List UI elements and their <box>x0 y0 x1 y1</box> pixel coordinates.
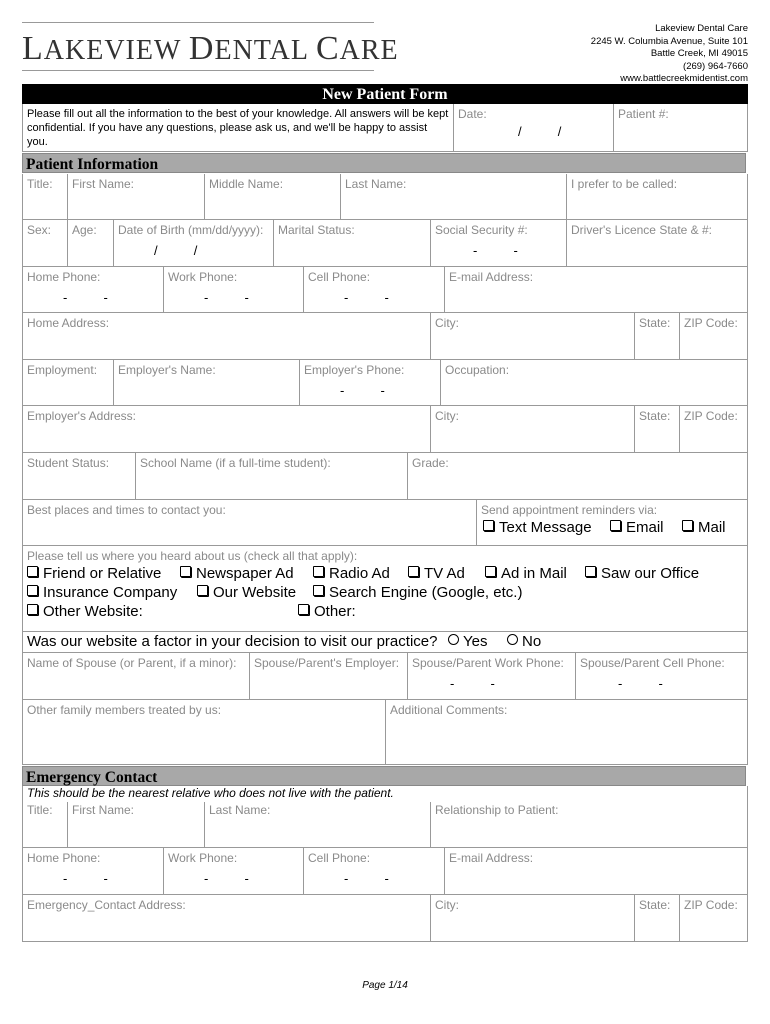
section-patient-information: Patient Information <box>22 153 746 173</box>
sex-field[interactable]: Sex: <box>27 223 52 237</box>
heard-newspaper-option[interactable]: Newspaper Ad <box>180 565 294 582</box>
intro-row <box>22 104 748 152</box>
checkbox-icon <box>682 520 693 531</box>
section-emergency-contact: Emergency Contact <box>22 766 746 786</box>
heard-friend-option[interactable]: Friend or Relative <box>27 565 161 582</box>
family-members-field[interactable]: Other family members treated by us: <box>27 703 222 717</box>
radio-icon <box>507 634 518 645</box>
marital-status-field[interactable]: Marital Status: <box>273 220 430 266</box>
family-comments-row <box>22 700 748 765</box>
title-field[interactable]: Title: <box>27 177 53 191</box>
preferred-name-field[interactable]: I prefer to be called: <box>566 174 747 219</box>
heard-office-option[interactable]: Saw our Office <box>585 565 699 582</box>
emergency-note-row <box>22 786 748 802</box>
reminder-email-option[interactable]: Email <box>610 519 664 536</box>
referral-source-label: Please tell us where you heard about us (check all that apply): <box>27 549 358 563</box>
dob-separators: / / <box>154 243 198 258</box>
heard-radio-option[interactable]: Radio Ad <box>313 565 390 582</box>
phone-row <box>22 267 748 313</box>
heard-mail-option[interactable]: Ad in Mail <box>485 565 567 582</box>
contact-preferences-row <box>22 500 748 546</box>
middle-name-field[interactable]: Middle Name: <box>204 174 340 219</box>
relationship-field[interactable]: Relationship to Patient: <box>430 802 747 847</box>
checkbox-icon <box>27 585 38 596</box>
ssn-field[interactable]: Social Security #: - - <box>430 220 566 266</box>
website-question-row <box>22 632 748 653</box>
spouse-work-phone-field[interactable]: Spouse/Parent Work Phone: - - <box>407 653 575 699</box>
student-row <box>22 453 748 500</box>
employer-name-field[interactable]: Employer's Name: <box>113 360 299 405</box>
emergency-cell-phone-field[interactable]: Cell Phone: - - <box>303 848 444 894</box>
personal-details-row <box>22 220 748 267</box>
cell-phone-field[interactable]: Cell Phone: - - <box>303 267 444 312</box>
checkbox-icon <box>180 566 191 577</box>
employer-address-row <box>22 406 748 453</box>
age-field[interactable]: Age: <box>67 220 113 266</box>
employer-zip-field[interactable]: ZIP Code: <box>679 406 747 452</box>
school-name-field[interactable]: School Name (if a full-time student): <box>135 453 407 499</box>
heard-tv-option[interactable]: TV Ad <box>408 565 465 582</box>
home-state-field[interactable]: State: <box>634 313 679 359</box>
page-number: Page 1/14 <box>362 980 408 991</box>
drivers-license-field[interactable]: Driver's Licence State & #: <box>566 220 747 266</box>
additional-comments-field[interactable]: Additional Comments: <box>385 700 747 764</box>
employer-state-field[interactable]: State: <box>634 406 679 452</box>
reminders-field: Send appointment reminders via: Text Message Email Mail <box>476 500 747 545</box>
patient-number-label: Patient #: <box>618 107 669 121</box>
date-field[interactable] <box>453 104 613 151</box>
dob-field[interactable]: Date of Birth (mm/dd/yyyy): / / <box>113 220 273 266</box>
practice-website[interactable]: www.battlecreekmidentist.com <box>620 73 748 84</box>
emergency-zip-field[interactable]: ZIP Code: <box>679 895 747 941</box>
intro-text: Please fill out all the information to the best of your knowledge. All answers will be kept confidential. If you have any questions, please ask us, and we'll be happy to assist you. <box>27 108 449 148</box>
employer-address-field[interactable]: Employer's Address: <box>27 409 137 423</box>
home-city-field[interactable]: City: <box>430 313 634 359</box>
spouse-cell-phone-field[interactable]: Spouse/Parent Cell Phone: - - <box>575 653 747 699</box>
website-question-label: Was our website a factor in your decision to visit our practice? <box>27 633 438 650</box>
checkbox-icon <box>485 566 496 577</box>
heard-our-website-option[interactable]: Our Website <box>197 584 296 601</box>
ssn-separators: - - <box>473 243 518 258</box>
emergency-city-field[interactable]: City: <box>430 895 634 941</box>
checkbox-icon <box>610 520 621 531</box>
header-rule-bottom <box>22 70 374 71</box>
practice-address-block <box>591 23 748 86</box>
practice-logo: LAKEVIEW DENTAL CARE <box>22 30 399 67</box>
grade-field[interactable]: Grade: <box>407 453 747 499</box>
email-field[interactable]: E-mail Address: <box>444 267 747 312</box>
date-label: Date: <box>458 107 487 121</box>
heard-other-option[interactable]: Other: <box>298 603 356 620</box>
emergency-name-row <box>22 802 748 848</box>
spouse-row <box>22 653 748 700</box>
emergency-address-field[interactable]: Emergency_Contact Address: <box>27 898 186 912</box>
website-no-option[interactable]: No <box>507 633 541 650</box>
spouse-employer-field[interactable]: Spouse/Parent's Employer: <box>249 653 407 699</box>
checkbox-icon <box>27 604 38 615</box>
employment-field[interactable]: Employment: <box>27 363 98 377</box>
heard-search-engine-option[interactable]: Search Engine (Google, etc.) <box>313 584 522 601</box>
checkbox-icon <box>313 585 324 596</box>
heard-other-website-option[interactable]: Other Website: <box>27 603 143 620</box>
website-yes-option[interactable]: Yes <box>448 633 487 650</box>
referral-source-row <box>22 546 748 632</box>
home-zip-field[interactable]: ZIP Code: <box>679 313 747 359</box>
form-title: New Patient Form <box>22 84 748 104</box>
name-row <box>22 174 748 220</box>
checkbox-icon <box>197 585 208 596</box>
date-separators: / / <box>518 124 562 139</box>
work-phone-field[interactable]: Work Phone: - - <box>163 267 303 312</box>
occupation-field[interactable]: Occupation: <box>440 360 747 405</box>
emergency-title-field[interactable]: Title: <box>27 803 53 817</box>
practice-street: 2245 W. Columbia Avenue, Suite 101 <box>590 35 748 47</box>
employment-row <box>22 360 748 406</box>
emergency-last-name-field[interactable]: Last Name: <box>204 802 430 847</box>
emergency-work-phone-field[interactable]: Work Phone: - - <box>163 848 303 894</box>
emergency-email-field[interactable]: E-mail Address: <box>444 848 747 894</box>
practice-city: Battle Creek, MI 49015 <box>650 48 748 59</box>
last-name-field[interactable]: Last Name: <box>340 174 566 219</box>
home-address-row <box>22 313 748 360</box>
first-name-field[interactable]: First Name: <box>67 174 204 219</box>
practice-name: Lakeview Dental Care <box>655 23 748 34</box>
student-status-field[interactable]: Student Status: <box>27 456 110 470</box>
reminder-mail-option[interactable]: Mail <box>682 519 726 536</box>
checkbox-icon <box>298 604 309 615</box>
reminder-text-message-option[interactable]: Text Message <box>483 519 592 536</box>
emergency-phone-row <box>22 848 748 895</box>
emergency-address-row <box>22 895 748 942</box>
emergency-state-field[interactable]: State: <box>634 895 679 941</box>
header-rule-top <box>22 22 374 23</box>
checkbox-icon <box>585 566 596 577</box>
employer-phone-field[interactable]: Employer's Phone: - - <box>299 360 440 405</box>
spouse-name-field[interactable]: Name of Spouse (or Parent, if a minor): <box>27 656 237 670</box>
patient-number-field[interactable] <box>613 104 747 151</box>
emergency-first-name-field[interactable]: First Name: <box>67 802 204 847</box>
checkbox-icon <box>408 566 419 577</box>
emergency-note: This should be the nearest relative who does not live with the patient. <box>27 786 394 800</box>
checkbox-icon <box>27 566 38 577</box>
home-phone-field[interactable]: Home Phone: - - <box>27 270 108 305</box>
employer-city-field[interactable]: City: <box>430 406 634 452</box>
emergency-home-phone-field[interactable]: Home Phone: - - <box>27 851 108 886</box>
practice-phone: (269) 964-7660 <box>683 60 748 72</box>
heard-insurance-option[interactable]: Insurance Company <box>27 584 177 601</box>
checkbox-icon <box>483 520 494 531</box>
checkbox-icon <box>313 566 324 577</box>
home-address-field[interactable]: Home Address: <box>27 316 110 330</box>
best-contact-field[interactable]: Best places and times to contact you: <box>27 503 226 517</box>
radio-icon <box>448 634 459 645</box>
